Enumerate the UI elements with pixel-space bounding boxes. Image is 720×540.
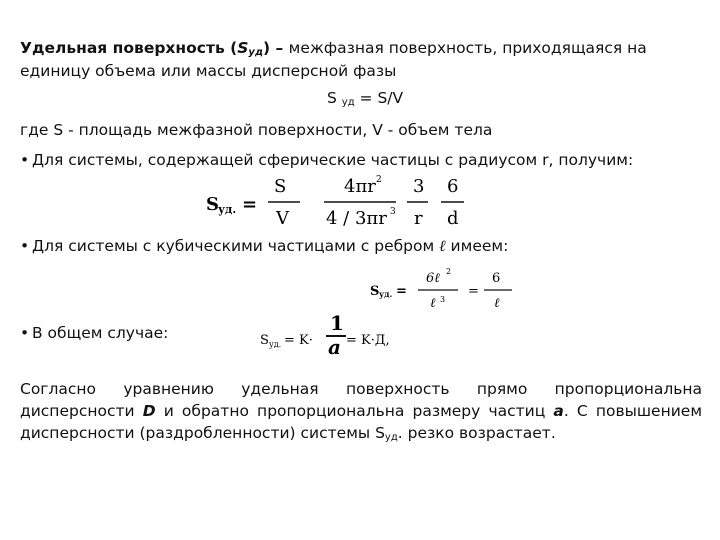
conclusion-line-3 <box>20 422 702 447</box>
fg-lhs: S <box>260 333 269 348</box>
term: Удельная поверхность ( <box>20 39 238 57</box>
fc-f2-num: 6 <box>492 271 501 286</box>
definition-line-2: единицу объема или массы дисперсной фазы <box>20 62 397 80</box>
fc-eq: = <box>396 284 407 299</box>
c2-a: дисперсности <box>20 402 143 420</box>
fs-f3-num: 3 <box>413 176 425 197</box>
conclusion-paragraph <box>20 378 702 447</box>
fc-lhs: S <box>370 284 380 299</box>
fc-f2-den: ℓ <box>494 296 500 311</box>
c3-a: дисперсности (раздробленности) системы S <box>20 424 385 442</box>
fs-f2-den-exp: 3 <box>390 207 396 217</box>
term-symbol-sub: уд <box>248 47 264 58</box>
fg-lhs-sub: уд. <box>269 340 282 349</box>
fc-lhs-sub: уд. <box>379 289 393 299</box>
fc-f1-num: 6ℓ <box>426 271 440 286</box>
bullet-cubic-end: имеем: <box>450 237 509 255</box>
definition-line-1 <box>20 38 647 61</box>
c3-sub: уд <box>384 432 398 443</box>
fg-den: a <box>328 335 341 359</box>
fs-lhs: S <box>206 194 219 215</box>
fs-f1-den: V <box>276 208 289 229</box>
fs-f4-den: d <box>447 208 459 229</box>
c2-D: D <box>142 402 156 420</box>
c2-b: и обратно пропорциональна размеру частиц <box>155 402 554 420</box>
formula-basic-lhs-sub: уд <box>341 97 355 108</box>
conclusion-line-1: Согласно уравнению удельная поверхность прямо пропорциональна <box>20 380 702 398</box>
formula-sphere <box>200 168 480 236</box>
fc-f1-den-exp: 3 <box>440 295 446 304</box>
bullet-cubic-symbol: ℓ <box>439 237 446 255</box>
fs-f2-den: 4 / 3πr <box>326 208 387 229</box>
fc-f1-num-exp: 2 <box>446 267 452 276</box>
formula-basic-lhs: S <box>327 89 337 107</box>
bullet-general: • В общем случае: <box>32 323 168 343</box>
fc-eq2: = <box>468 284 479 299</box>
bullet-cubic <box>32 236 508 256</box>
fg-part1: = K· <box>284 333 313 348</box>
term-close: ) – <box>263 39 289 57</box>
c3-b: . резко возрастает. <box>397 424 556 442</box>
fs-f4-num: 6 <box>447 176 459 197</box>
fs-f1-num: S <box>274 176 287 197</box>
where-line: где S - площадь межфазной поверхности, V - объем тела <box>20 121 493 139</box>
fs-f2-num-exp: 2 <box>376 175 382 185</box>
fs-f3-den: r <box>414 208 423 229</box>
fs-lhs-sub: уд. <box>218 203 237 216</box>
fg-num: 1 <box>330 311 344 335</box>
bullet-cubic-text: Для системы с кубическими частицами с ребром <box>32 237 435 255</box>
c2-c: . С повышением <box>563 402 703 420</box>
formula-basic-rhs: = S/V <box>354 89 404 107</box>
fs-f2-num: 4πr <box>344 176 376 197</box>
term-symbol: S <box>237 39 249 57</box>
conclusion-line-2 <box>20 400 702 422</box>
formula-basic <box>327 88 403 111</box>
fs-eq: = <box>242 194 258 215</box>
definition-text-1: межфазная поверхность, приходящаяся на <box>288 39 647 57</box>
formula-general <box>258 310 418 360</box>
c2-a-sym: a <box>553 402 564 420</box>
fg-part2: = K·Д, <box>346 333 390 348</box>
bullet-spherical: • Для системы, содержащей сферические частицы с радиусом r, получим: <box>32 150 633 170</box>
fc-f1-den: ℓ <box>430 296 436 311</box>
formula-cube <box>366 262 526 316</box>
